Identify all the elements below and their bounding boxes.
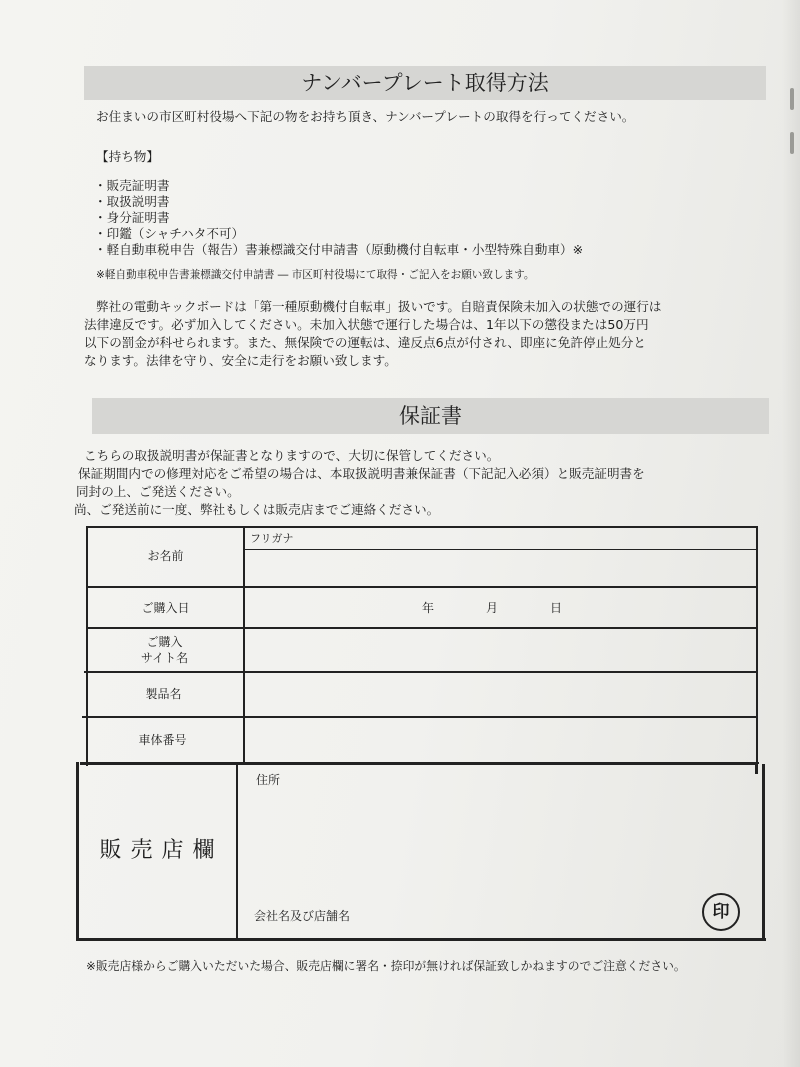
purchase-site-label-line2: サイト名 (140, 651, 189, 665)
list-item: ・取扱説明書 (94, 194, 170, 209)
product-label: 製品名 (145, 687, 182, 701)
footer-note: ※販売店様からご購入いただいた場合、販売店欄に署名・捺印が無ければ保証致しかねますのでご注意ください。 (86, 959, 686, 973)
purchase-site-label-line1: ご購入 (146, 635, 183, 649)
furigana-label: フリガナ (250, 532, 294, 545)
list-item: ・販売証明書 (94, 178, 170, 193)
warranty-line: 尚、ご発送前に一度、弊社もしくは販売店までご連絡ください。 (74, 502, 440, 517)
address-label: 住所 (256, 773, 281, 787)
application-note: ※軽自動車税申告書兼標識交付申請書 ― 市区町村役場にて取得・ご記入をお願い致します。 (96, 269, 535, 281)
product-input[interactable] (246, 674, 754, 715)
serial-number-input[interactable] (246, 719, 754, 761)
list-item: ・印鑑（シャチハタ不可） (94, 226, 245, 241)
purchase-site-input[interactable] (246, 630, 754, 670)
dealer-address-input[interactable] (240, 792, 758, 892)
year-label: 年 (422, 601, 435, 615)
dealer-section-label: 販 売 店 欄 (99, 838, 216, 863)
warning-line: 弊社の電動キックボードは「第一種原動機付自転車」扱いです。自賠責保険未加入の状態での運行は (96, 299, 662, 314)
items-heading: 【持ち物】 (96, 149, 159, 164)
purchase-date-input[interactable] (246, 589, 754, 626)
plate-intro: お住まいの市区町村役場へ下記の物をお持ち頂き、ナンバープレートの取得を行ってください。 (96, 109, 635, 124)
name-label: お名前 (147, 549, 184, 563)
company-name-label: 会社名及び店舗名 (254, 909, 351, 923)
list-item: ・軽自動車税申告（報告）書兼標識交付申請書（原動機付自転車・小型特殊自動車）※ (94, 242, 584, 257)
warranty-section-title: 保証書 (92, 398, 769, 434)
plate-section-title: ナンバープレート取得方法 (84, 66, 766, 100)
month-label: 月 (486, 601, 499, 615)
day-label: 日 (550, 601, 563, 615)
purchase-site-label (86, 634, 243, 666)
warranty-line: 保証期間内での修理対応をご希望の場合は、本取扱説明書兼保証書（下記記入必須）と販売証明書を (78, 466, 645, 481)
warning-line: なります。法律を守り、安全に走行をお願い致します。 (84, 353, 397, 368)
warranty-line: 同封の上、ご発送ください。 (76, 484, 240, 499)
warning-line: 以下の罰金が科せられます。また、無保険での運転は、違反点6点が付され、即座に免許停止処分と (84, 335, 646, 350)
warning-line: 法律違反です。必ず加入してください。未加入状態で運行した場合は、1年以下の懲役または50万円 (84, 317, 649, 332)
seal-stamp-icon: 印 (702, 893, 740, 931)
purchase-date-label: ご購入日 (141, 601, 190, 615)
list-item: ・身分証明書 (94, 210, 170, 225)
warranty-line: こちらの取扱説明書が保証書となりますので、大切に保管してください。 (84, 448, 500, 463)
name-input[interactable] (246, 551, 754, 585)
serial-number-label: 車体番号 (138, 733, 187, 747)
